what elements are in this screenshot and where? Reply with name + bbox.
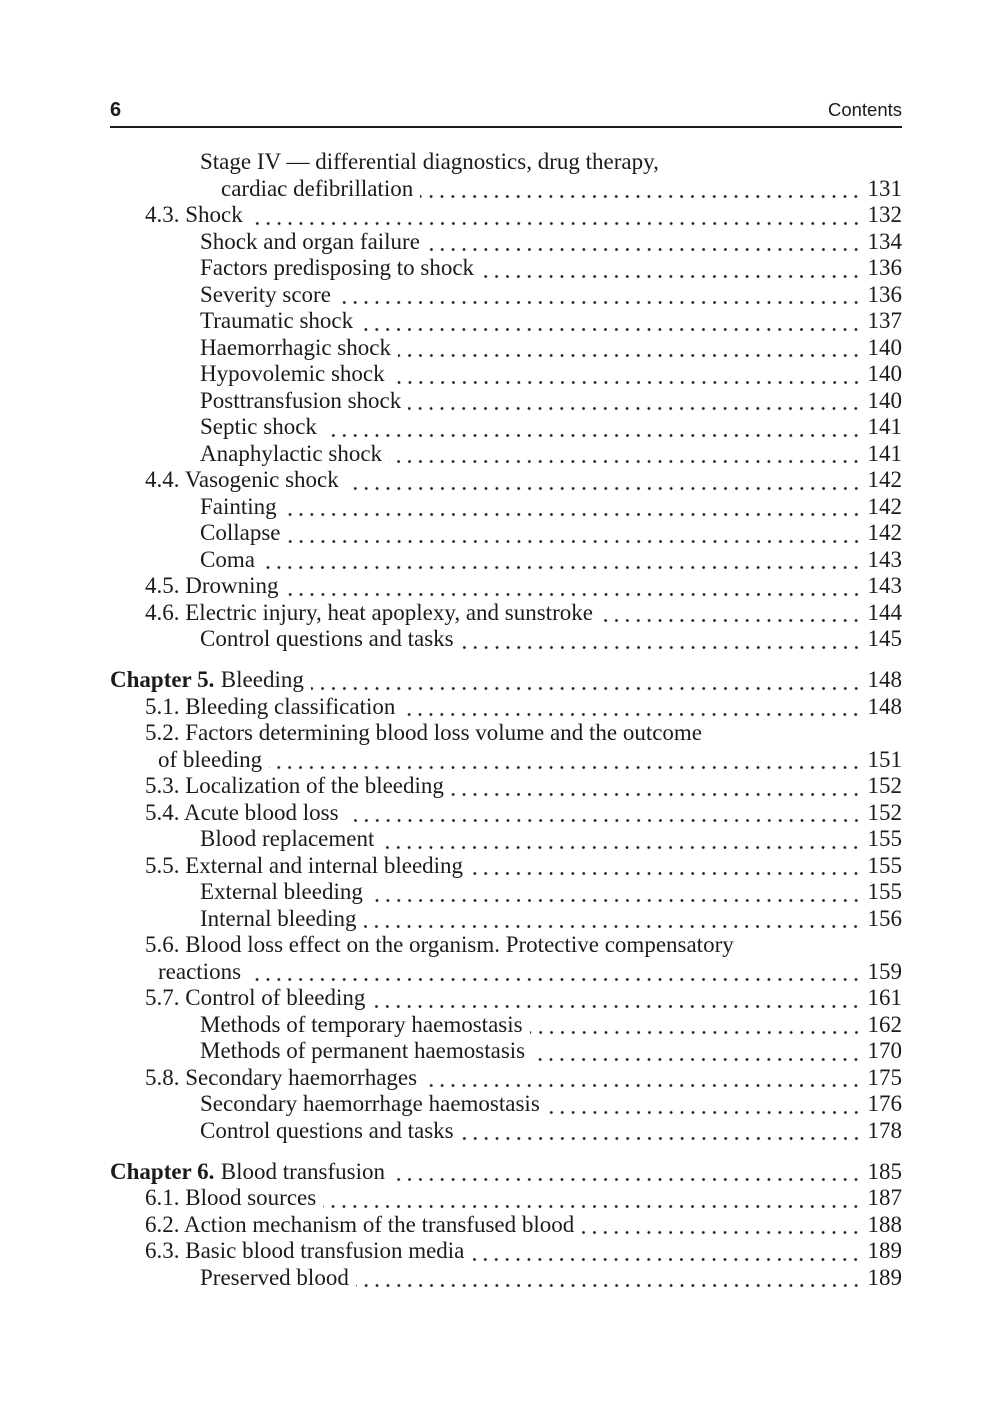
dot-leader — [346, 800, 862, 827]
toc-entry-title: Posttransfusion shock — [200, 387, 402, 413]
dot-leader — [338, 282, 862, 309]
dot-leader — [311, 667, 862, 694]
dot-leader — [370, 879, 862, 906]
toc-entry — [110, 800, 902, 827]
toc-entry — [110, 879, 902, 906]
toc-entry-title: 5.7. Control of bleeding — [145, 985, 366, 1010]
running-header — [110, 98, 902, 122]
toc-entry-title: Bleeding — [220, 667, 304, 692]
page-number: 6 — [110, 99, 122, 121]
toc-entry-title: 6.2. Action mechanism of the transfused blood — [145, 1211, 575, 1237]
toc-entry — [110, 1091, 902, 1118]
toc-page-number: 187 — [867, 1185, 902, 1210]
dot-leader — [262, 547, 862, 574]
dot-leader — [392, 1159, 862, 1186]
dot-leader — [581, 1212, 861, 1239]
toc-page-number: 131 — [867, 175, 902, 201]
toc-page-number: 170 — [867, 1038, 902, 1063]
toc-page-number: 142 — [867, 493, 902, 519]
toc-page-number: 151 — [867, 746, 902, 772]
toc-page-number: 189 — [867, 1264, 902, 1290]
toc-page-number: 141 — [867, 440, 902, 466]
toc-entry — [110, 747, 902, 774]
toc-page-number: 143 — [867, 573, 902, 598]
toc-entry — [110, 720, 902, 747]
dot-leader — [248, 959, 861, 986]
toc-entry — [110, 985, 902, 1012]
dot-leader — [481, 255, 861, 282]
toc-entry — [110, 547, 902, 574]
toc-entry-title: 6.3. Basic blood transfusion media — [145, 1238, 465, 1263]
toc-entry — [110, 282, 902, 309]
toc-page-number: 155 — [867, 852, 902, 878]
toc-entry-title: 6.1. Blood sources — [145, 1185, 317, 1210]
toc-entry-title: Anaphylactic shock — [200, 440, 383, 466]
table-of-contents — [110, 149, 902, 1291]
dot-leader — [324, 414, 862, 441]
toc-entry-title: Hypovolemic shock — [200, 361, 385, 386]
dot-leader — [471, 1238, 861, 1265]
toc-page-number: 140 — [867, 361, 902, 386]
dot-leader — [284, 494, 862, 521]
toc-entry-title: of bleeding — [158, 746, 263, 772]
toc-entry — [110, 694, 902, 721]
dot-leader — [286, 573, 862, 600]
toc-entry-title: Haemorrhagic shock — [200, 334, 391, 360]
toc-entry-title: Blood transfusion — [220, 1158, 385, 1184]
dot-leader — [356, 1265, 862, 1292]
dot-leader — [398, 335, 862, 362]
toc-entry — [110, 1265, 902, 1292]
toc-entry-title: Preserved blood — [200, 1264, 349, 1290]
toc-entry — [110, 1238, 902, 1265]
toc-entry — [110, 414, 902, 441]
dot-leader — [363, 906, 861, 933]
dot-leader — [323, 1185, 861, 1212]
toc-page-number: 144 — [867, 599, 902, 625]
toc-page-number: 140 — [867, 334, 902, 360]
dot-leader — [346, 467, 862, 494]
toc-entry-title: 4.5. Drowning — [145, 573, 279, 598]
toc-page-number: 136 — [867, 255, 902, 280]
toc-entry-title: 5.5. External and internal bleeding — [145, 852, 464, 878]
dot-leader — [547, 1091, 862, 1118]
toc-page-number: 162 — [867, 1011, 902, 1037]
toc-entry — [110, 388, 902, 415]
toc-page-number: 137 — [867, 308, 902, 333]
dot-leader — [288, 520, 862, 547]
toc-page-number: 176 — [867, 1091, 902, 1116]
toc-entry-title: reactions — [158, 958, 242, 984]
dot-leader — [381, 826, 861, 853]
dot-leader — [427, 229, 862, 256]
dot-leader — [250, 202, 862, 229]
toc-entry-title: Traumatic shock — [200, 308, 354, 333]
toc-page-number: 189 — [867, 1238, 902, 1263]
toc-entry — [110, 361, 902, 388]
toc-entry-title: Secondary haemorrhage haemostasis — [200, 1091, 540, 1116]
dot-leader — [408, 388, 861, 415]
toc-entry-title: Factors predisposing to shock — [200, 255, 475, 280]
running-title: Contents — [827, 99, 902, 120]
toc-entry — [110, 932, 902, 959]
toc-page-number: 148 — [867, 667, 902, 692]
toc-page-number: 143 — [867, 546, 902, 572]
toc-entry — [110, 573, 902, 600]
toc-entry — [110, 255, 902, 282]
toc-entry-title: External bleeding — [200, 879, 363, 904]
toc-page-number: 188 — [867, 1211, 902, 1237]
toc-page-number: 145 — [867, 626, 902, 651]
toc-page-number: 136 — [867, 281, 902, 307]
toc-entry-title: Control questions and tasks — [200, 626, 454, 651]
toc-entry-title: 5.8. Secondary haemorrhages — [145, 1064, 418, 1090]
toc-page-number: 142 — [867, 467, 902, 492]
chapter-label: Chapter 5. — [110, 667, 215, 692]
toc-entry-title: 4.3. Shock — [145, 202, 243, 227]
toc-entry — [110, 1212, 902, 1239]
toc-entry-title: Septic shock — [200, 414, 317, 439]
toc-page-number: 152 — [867, 799, 902, 825]
toc-page-number: 175 — [867, 1064, 902, 1090]
dot-leader — [269, 747, 861, 774]
toc-entry — [110, 959, 902, 986]
toc-entry-title: Shock and organ failure — [200, 228, 420, 254]
toc-entry — [110, 335, 902, 362]
dot-leader — [372, 985, 861, 1012]
toc-page-number: 185 — [867, 1158, 902, 1184]
toc-page-number: 159 — [867, 958, 902, 984]
toc-entry-title: cardiac defibrillation — [221, 175, 414, 201]
toc-page-number: 156 — [867, 905, 902, 931]
toc-entry — [110, 1065, 902, 1092]
toc-entry-title: 5.2. Factors determining blood loss volume and the outcome — [145, 720, 703, 745]
toc-entry — [110, 308, 902, 335]
toc-entry-title: 5.1. Bleeding classification — [145, 693, 396, 719]
toc-page-number: 132 — [867, 202, 902, 227]
toc-entry — [110, 149, 902, 176]
toc-entry — [110, 773, 902, 800]
toc-entry-title: 4.6. Electric injury, heat apoplexy, and sunstroke — [145, 599, 593, 625]
dot-leader — [420, 176, 861, 203]
toc-page-number: 152 — [867, 773, 902, 798]
dot-leader — [424, 1065, 861, 1092]
toc-entry — [110, 853, 902, 880]
toc-entry — [110, 1118, 902, 1145]
toc-page-number: 178 — [867, 1117, 902, 1143]
toc-page-number: 161 — [867, 985, 902, 1010]
toc-chapter-entry — [110, 1159, 902, 1186]
toc-entry-title: 5.3. Localization of the bleeding — [145, 773, 444, 798]
header-rule — [110, 126, 902, 128]
toc-page-number: 142 — [867, 520, 902, 545]
toc-entry-title: Control questions and tasks — [200, 1117, 454, 1143]
dot-leader — [532, 1038, 861, 1065]
toc-page-number: 155 — [867, 826, 902, 851]
toc-entry — [110, 202, 902, 229]
toc-page-number: 141 — [867, 414, 902, 439]
dot-leader — [461, 1118, 862, 1145]
dot-leader — [389, 441, 861, 468]
dot-leader — [402, 694, 861, 721]
toc-entry — [110, 1038, 902, 1065]
toc-entry-title: Severity score — [200, 281, 331, 307]
toc-entry-title: Fainting — [200, 493, 277, 519]
toc-entry-title: 4.4. Vasogenic shock — [145, 467, 339, 492]
toc-entry-title: Methods of permanent haemostasis — [200, 1038, 526, 1063]
toc-page-number: 140 — [867, 387, 902, 413]
toc-entry — [110, 467, 902, 494]
toc-entry-title: Stage IV — differential diagnostics, drug therapy, — [200, 149, 659, 174]
toc-entry — [110, 826, 902, 853]
dot-leader — [470, 853, 861, 880]
toc-entry-title: 5.6. Blood loss effect on the organism. Protective compensatory — [145, 932, 734, 957]
dot-leader — [600, 600, 862, 627]
dot-leader — [451, 773, 862, 800]
dot-leader — [530, 1012, 862, 1039]
toc-entry-title: Internal bleeding — [200, 905, 357, 931]
toc-entry — [110, 441, 902, 468]
toc-chapter-entry — [110, 667, 902, 694]
dot-leader — [392, 361, 862, 388]
dot-leader — [360, 308, 861, 335]
toc-entry — [110, 229, 902, 256]
toc-entry — [110, 494, 902, 521]
toc-entry — [110, 1012, 902, 1039]
toc-entry — [110, 600, 902, 627]
toc-entry — [110, 626, 902, 653]
toc-page-number: 148 — [867, 693, 902, 719]
toc-entry-title: Coma — [200, 546, 255, 572]
toc-entry — [110, 520, 902, 547]
chapter-label: Chapter 6. — [110, 1158, 215, 1184]
toc-entry — [110, 176, 902, 203]
toc-entry-title: Methods of temporary haemostasis — [200, 1011, 523, 1037]
toc-entry-title: 5.4. Acute blood loss — [145, 799, 339, 825]
dot-leader — [461, 626, 862, 653]
toc-entry-title: Collapse — [200, 520, 281, 545]
toc-entry — [110, 1185, 902, 1212]
toc-entry-title: Blood replacement — [200, 826, 375, 851]
toc-entry — [110, 906, 902, 933]
toc-page-number: 155 — [867, 879, 902, 904]
toc-page-number: 134 — [867, 228, 902, 254]
